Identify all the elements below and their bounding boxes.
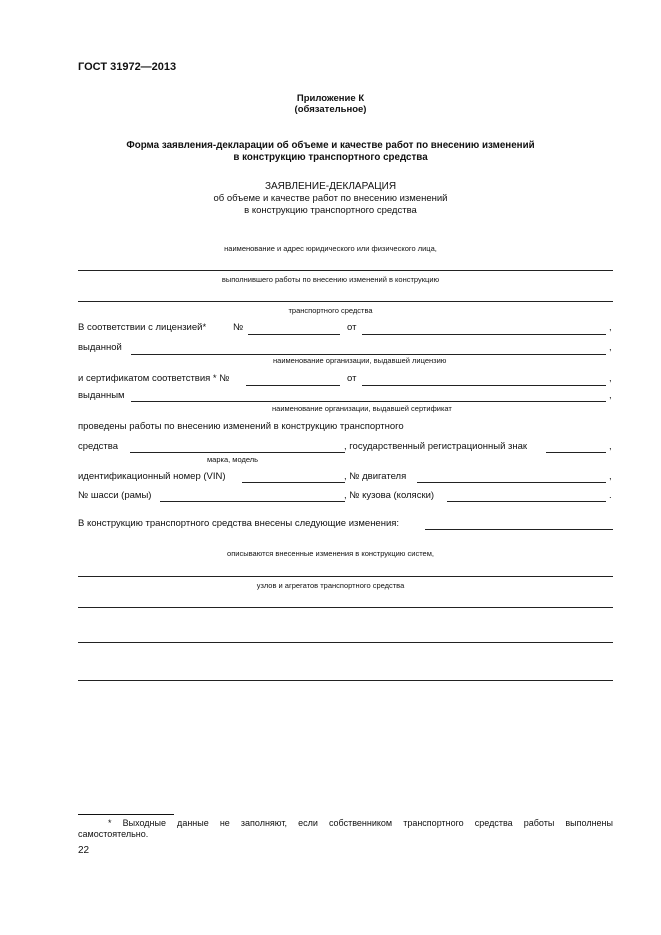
- vin-field[interactable]: [242, 482, 345, 483]
- cert-comma: ,: [609, 373, 612, 384]
- footnote-line2: самостоятельно.: [78, 829, 149, 839]
- declaration-line1: об объеме и качестве работ по внесению изменений: [213, 193, 448, 204]
- issued-label: выданной: [78, 342, 122, 353]
- issued2-label: выданным: [78, 390, 125, 401]
- license-from-label: от: [347, 322, 357, 333]
- vehicle-label: средства: [78, 441, 118, 452]
- cert-date-field[interactable]: [362, 385, 606, 386]
- declaration-line2: в конструкцию транспортного средства: [244, 205, 417, 216]
- license-issuer-field[interactable]: [131, 354, 606, 355]
- engine-comma: ,: [609, 471, 612, 482]
- footnote-separator: [78, 814, 174, 815]
- license-number-sign: №: [233, 322, 244, 333]
- changes-field-4[interactable]: [78, 642, 613, 643]
- footnote-line1: * Выходные данные не заполняют, если собственником транспортного средства работы выполнены: [108, 818, 613, 828]
- appendix-title: Приложение К: [296, 93, 365, 104]
- entity-line-2[interactable]: [78, 301, 613, 302]
- footnote: [78, 818, 613, 840]
- works-done-label: проведены работы по внесению изменений в конструкцию транспортного: [78, 421, 404, 432]
- body-period: .: [609, 490, 612, 501]
- cert-label: и сертификатом соответствия * №: [78, 373, 230, 384]
- issued2-comma: ,: [609, 390, 612, 401]
- chassis-field[interactable]: [160, 501, 345, 502]
- changes-label: В конструкцию транспортного средства внесены следующие изменения:: [78, 518, 400, 529]
- cert-from-label: от: [347, 373, 357, 384]
- hint-changes-desc: описываются внесенные изменения в конструкцию систем,: [227, 549, 434, 558]
- standard-header: ГОСТ 31972—2013: [78, 61, 177, 73]
- form-title-line1: Форма заявления-декларации об объеме и качестве работ по внесению изменений: [126, 140, 535, 151]
- changes-field-2[interactable]: [78, 576, 613, 577]
- changes-field-1[interactable]: [425, 529, 613, 530]
- cert-number-field[interactable]: [246, 385, 340, 386]
- vin-label: идентификационный номер (VIN): [78, 471, 226, 482]
- body-field[interactable]: [447, 501, 606, 502]
- issued-comma: ,: [609, 342, 612, 353]
- reg-sign-label: , государственный регистрационный знак: [344, 441, 528, 452]
- reg-sign-field[interactable]: [546, 452, 606, 453]
- page-number: 22: [78, 845, 90, 856]
- changes-field-5[interactable]: [78, 680, 613, 681]
- entity-line-1[interactable]: [78, 270, 613, 271]
- cert-issuer-field[interactable]: [131, 401, 606, 402]
- hint-entity: наименование и адрес юридического или физического лица,: [224, 244, 437, 253]
- hint-changes-units: узлов и агрегатов транспортного средства: [256, 581, 405, 590]
- license-date-field[interactable]: [362, 334, 606, 335]
- chassis-label: № шасси (рамы): [78, 490, 152, 501]
- form-title-line2: в конструкцию транспортного средства: [233, 152, 428, 163]
- body-label: , № кузова (коляски): [344, 490, 435, 501]
- hint-brand-model: марка, модель: [207, 455, 259, 464]
- appendix-status: (обязательное): [294, 104, 367, 115]
- hint-cert-issuer: наименование организации, выдавшей сертификат: [272, 404, 452, 413]
- reg-sign-comma: ,: [609, 441, 612, 452]
- hint-vehicle: транспортного средства: [288, 306, 373, 315]
- brand-model-field[interactable]: [130, 452, 345, 453]
- license-label: В соответствии с лицензией*: [78, 322, 207, 333]
- engine-field[interactable]: [417, 482, 606, 483]
- changes-field-3[interactable]: [78, 607, 613, 608]
- license-number-field[interactable]: [248, 334, 340, 335]
- hint-performed: выполнившего работы по внесению изменений в конструкцию: [221, 275, 440, 284]
- declaration-title: ЗАЯВЛЕНИЕ-ДЕКЛАРАЦИЯ: [264, 181, 397, 192]
- hint-license-issuer: наименование организации, выдавшей лицензию: [273, 356, 447, 365]
- engine-label: , № двигателя: [344, 471, 407, 482]
- license-comma: ,: [609, 322, 612, 333]
